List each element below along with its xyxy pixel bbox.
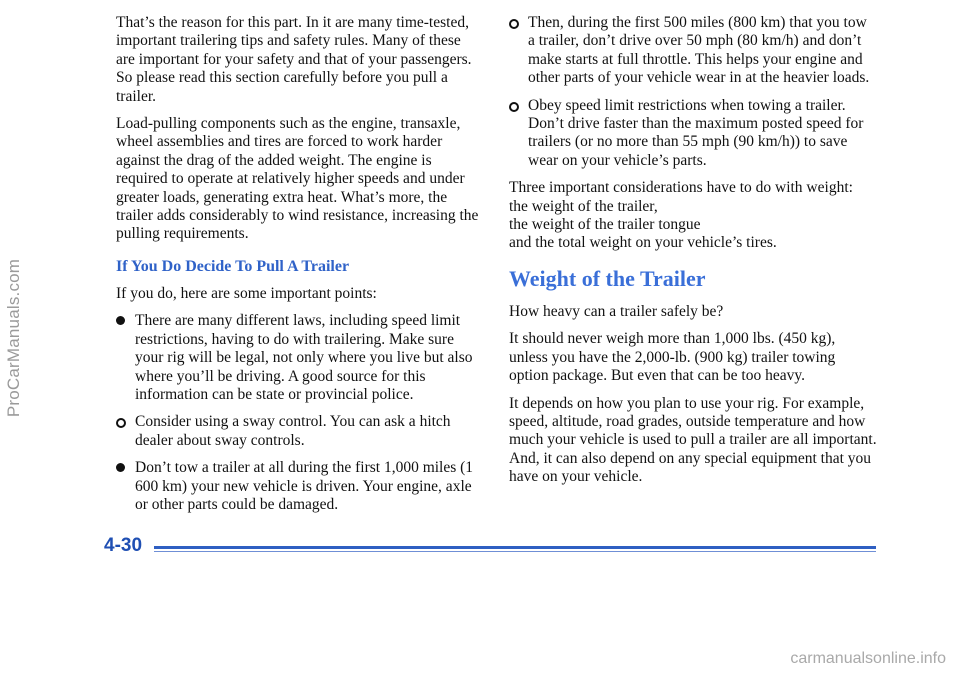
load-pulling-paragraph: Load-pulling components such as the engine, transaxle, wheel assemblies and tires are forced to work harder against the drag of the added weight. The engine is required to operate at relatively higher speeds and under greater loads, generating extra heat. What’s more, the trailer adds considerably to wind resistance, increasing the pulling requirements. — [116, 115, 479, 243]
list-item — [116, 312, 481, 404]
side-watermark-text: ProCarManuals.com — [4, 258, 23, 418]
depends-paragraph: It depends on how you plan to use your rig. For example, speed, altitude, road grades, outside temperature and how much your vehicle is used to pull a trailer are all important. And, it can also depend on any special equipment that you have on your vehicle. — [509, 394, 877, 486]
bullet-text: Consider using a sway control. You can ask a hitch dealer about sway controls. — [135, 413, 451, 449]
bullet-text: Don’t tow a trailer at all during the first 1,000 miles (1 600 km) your new vehicle is driven. Your engine, axle or other parts could be damaged. — [135, 459, 474, 513]
points-intro: If you do, here are some important points: — [116, 284, 377, 302]
weight-considerations — [509, 179, 877, 253]
list-item — [509, 97, 877, 171]
list-item — [509, 14, 877, 88]
weight-item: the weight of the trailer, — [509, 197, 658, 215]
bullet-dot-icon — [116, 316, 125, 325]
bullet-ring-icon — [509, 19, 519, 29]
left-column — [116, 14, 481, 523]
bullet-text: There are many different laws, including speed limit restrictions, having to do with trailering. Make sure your rig will be legal, not only where you live but also where you’ll be driving. A good source for this information can be state or provincial police. — [135, 312, 473, 403]
footer-rule-thin — [154, 551, 876, 552]
bullet-text: Obey speed limit restrictions when towing a trailer. Don’t drive faster than the maximum posted speed for trailers (or no more than 55 mph (90 km/h)) to save wear on your vehicle’s parts. — [528, 96, 864, 169]
question-paragraph: How heavy can a trailer safely be? — [509, 302, 724, 320]
section-title-weight: Weight of the Trailer — [509, 265, 706, 291]
bottom-watermark: carmanualsonline.info — [790, 650, 946, 667]
bullet-dot-icon — [116, 463, 125, 472]
weight-item: the weight of the trailer tongue — [509, 216, 701, 234]
list-item — [116, 413, 481, 450]
side-watermark — [0, 0, 28, 676]
bullet-ring-icon — [509, 102, 519, 112]
subheading-pull-trailer: If You Do Decide To Pull A Trailer — [116, 257, 350, 275]
bullet-text: Then, during the first 500 miles (800 km) that you tow a trailer, don’t drive over 50 mph (80 km/h) and don’t make starts at full throttle. This helps your engine and other parts of your vehicle wear in at the heavier loads. — [528, 14, 870, 87]
weight-item: and the total weight on your vehicle’s tires. — [509, 234, 777, 252]
intro-paragraph: That’s the reason for this part. In it are many time-tested, important trailering tips and safety rules. Many of these are important for your safety and that of your passengers. So please read this section carefully before you pull a trailer. — [116, 14, 472, 105]
page-footer — [104, 535, 876, 561]
page-number: 4-30 — [104, 535, 143, 556]
limit-paragraph: It should never weigh more than 1,000 lbs. (450 kg), unless you have the 2,000-lb. (900 kg) trailer towing option package. But even that can be too heavy. — [509, 330, 836, 385]
footer-rule — [154, 546, 876, 549]
right-column — [509, 14, 877, 496]
weight-intro: Three important considerations have to do with weight: — [509, 179, 853, 197]
list-item — [116, 459, 481, 514]
bullet-ring-icon — [116, 418, 126, 428]
